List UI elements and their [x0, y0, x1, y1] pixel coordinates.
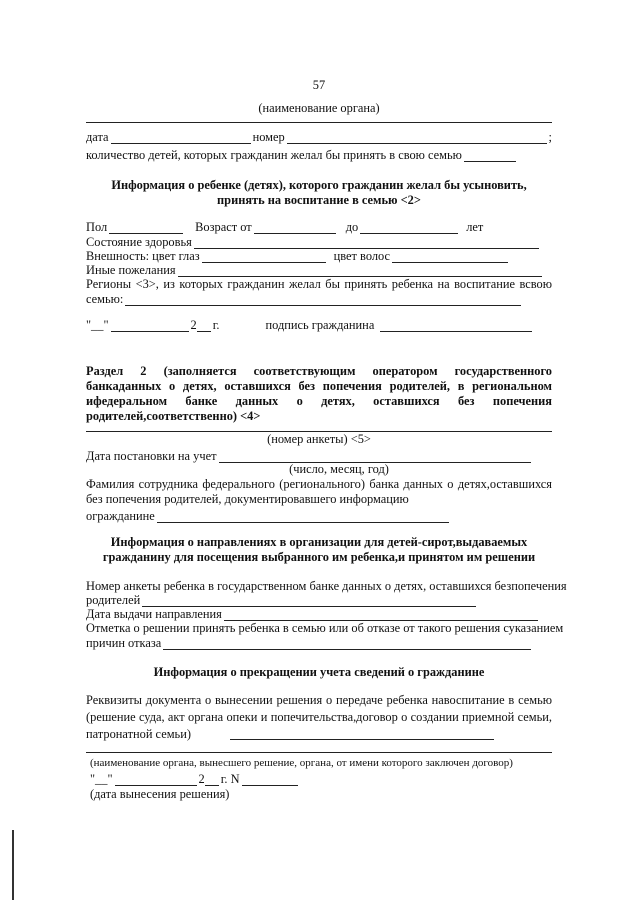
- termination-date-quote: "__": [90, 772, 113, 786]
- year-field[interactable]: [197, 320, 211, 332]
- wishes-label: Иные пожелания: [86, 263, 176, 277]
- form-number-parents-label: родителей: [86, 593, 141, 607]
- decision-line-1: Отметка о решении принять ребенка в семью или об отказе от такого решения суказанием: [86, 621, 564, 635]
- form-number-row: [86, 593, 552, 607]
- hair-label: цвет волос: [333, 249, 391, 263]
- termination-year-prefix: 2: [198, 772, 205, 786]
- employee-tail: огражданине: [86, 509, 155, 523]
- registration-date-label: Дата постановки на учет: [86, 449, 217, 463]
- year-suffix: г.: [212, 318, 220, 332]
- employee-row: [86, 509, 552, 523]
- decision-field[interactable]: [163, 638, 531, 650]
- termination-year-suffix: г. N: [220, 772, 240, 786]
- termination-year-field[interactable]: [205, 774, 219, 786]
- issue-date-field[interactable]: [224, 609, 538, 621]
- page-number: 57: [312, 78, 326, 92]
- termination-month-field[interactable]: [115, 774, 197, 786]
- date-field[interactable]: [111, 132, 251, 144]
- children-count-row: [86, 148, 552, 162]
- referrals-title-1: Информация о направлениях в организации для детей-сирот,выдаваемых: [110, 535, 528, 549]
- termination-org-underline: [86, 752, 552, 753]
- children-count-label: количество детей, которых гражданин желал бы принять в свою семью: [86, 148, 462, 162]
- children-count-field[interactable]: [464, 150, 516, 162]
- regions-line-1: Регионы <3>, из которых гражданин желал бы принять ребенка на воспитание всвою: [86, 277, 552, 291]
- citizen-signature-row: [86, 318, 552, 332]
- signature-field[interactable]: [380, 320, 532, 332]
- date-number-row: [86, 130, 552, 144]
- age-to-field[interactable]: [360, 222, 458, 234]
- health-field[interactable]: [194, 237, 539, 249]
- age-from-field[interactable]: [254, 222, 336, 234]
- issue-date-row: [86, 607, 552, 621]
- number-label: номер: [252, 130, 285, 144]
- eyes-label: Внешность: цвет глаз: [86, 249, 200, 263]
- age-to-label: до: [345, 220, 359, 234]
- section2-text: Раздел 2 (заполняется соответствующим оператором государственного банкаданных о детях, оставшихся без попечения родителей, в региональном ифедеральном банке данных о детях, оставшихся без попечения родителей,соответственно) <4>: [86, 364, 552, 423]
- termination-number-field[interactable]: [242, 774, 298, 786]
- termination-date-hint: (дата вынесения решения): [90, 787, 230, 801]
- decision-row: [86, 636, 552, 650]
- org-label: (наименование органа): [258, 101, 380, 115]
- wishes-field[interactable]: [178, 265, 542, 277]
- form-number-line-1: Номер анкеты ребенка в государственном банке данных о детях, оставшихся безпопечения: [86, 579, 567, 593]
- wishes-row: [86, 263, 552, 277]
- registration-date-row: [86, 449, 552, 463]
- termination-text: Реквизиты документа о вынесении решения о передаче ребенка навоспитание в семью (решение суда, акт органа опеки и попечительства,договор о создании приемной семьи, патронатной семьи): [86, 693, 552, 741]
- referrals-title-2: гражданину для посещения выбранного им ребенка,и принятом им решении: [102, 550, 536, 564]
- number-field[interactable]: [287, 132, 547, 144]
- date-label: дата: [86, 130, 109, 144]
- health-label: Состояние здоровья: [86, 235, 192, 249]
- date-quote: "__": [86, 318, 109, 332]
- sex-field[interactable]: [109, 222, 183, 234]
- termination-date-row: [90, 772, 552, 786]
- child-info-title-1: Информация о ребенке (детях), которого гражданин желал бы усыновить,: [111, 178, 527, 192]
- document-page: [86, 0, 567, 900]
- employee-field[interactable]: [157, 511, 449, 523]
- termination-org-hint: (наименование органа, вынесшего решение, органа, от имени которого заключен договор): [90, 757, 513, 769]
- regions-family-label: семью:: [86, 292, 124, 306]
- number-end: ;: [548, 130, 552, 144]
- signature-label: подпись гражданина: [265, 318, 375, 332]
- health-row: [86, 235, 552, 249]
- regions-field[interactable]: [125, 294, 521, 306]
- age-from-label: Возраст от: [195, 220, 252, 234]
- eyes-field[interactable]: [202, 251, 326, 263]
- year-prefix: 2: [190, 318, 197, 332]
- scan-edge-mark: [12, 830, 14, 900]
- sex-label: Пол: [86, 220, 108, 234]
- form-number-hint: (номер анкеты) <5>: [267, 432, 371, 446]
- org-underline: [86, 122, 552, 123]
- date-format-hint: (число, месяц, год): [289, 462, 389, 476]
- child-info-title-2: принять на воспитание в семью <2>: [217, 193, 421, 207]
- employee-text: Фамилия сотрудника федерального (регионального) банка данных о детях,оставшихся без попечения родителей, документировавшего информацию: [86, 477, 552, 506]
- decision-reasons-label: причин отказа: [86, 636, 162, 650]
- hair-field[interactable]: [392, 251, 508, 263]
- termination-title: Информация о прекращении учета сведений о гражданине: [153, 665, 485, 679]
- sex-age-row: [86, 220, 552, 234]
- years-label: лет: [466, 220, 484, 234]
- form-number-field[interactable]: [142, 595, 476, 607]
- date-month-field[interactable]: [111, 320, 189, 332]
- regions-row: [86, 292, 552, 306]
- appearance-row: [86, 249, 552, 263]
- issue-date-label: Дата выдачи направления: [86, 607, 222, 621]
